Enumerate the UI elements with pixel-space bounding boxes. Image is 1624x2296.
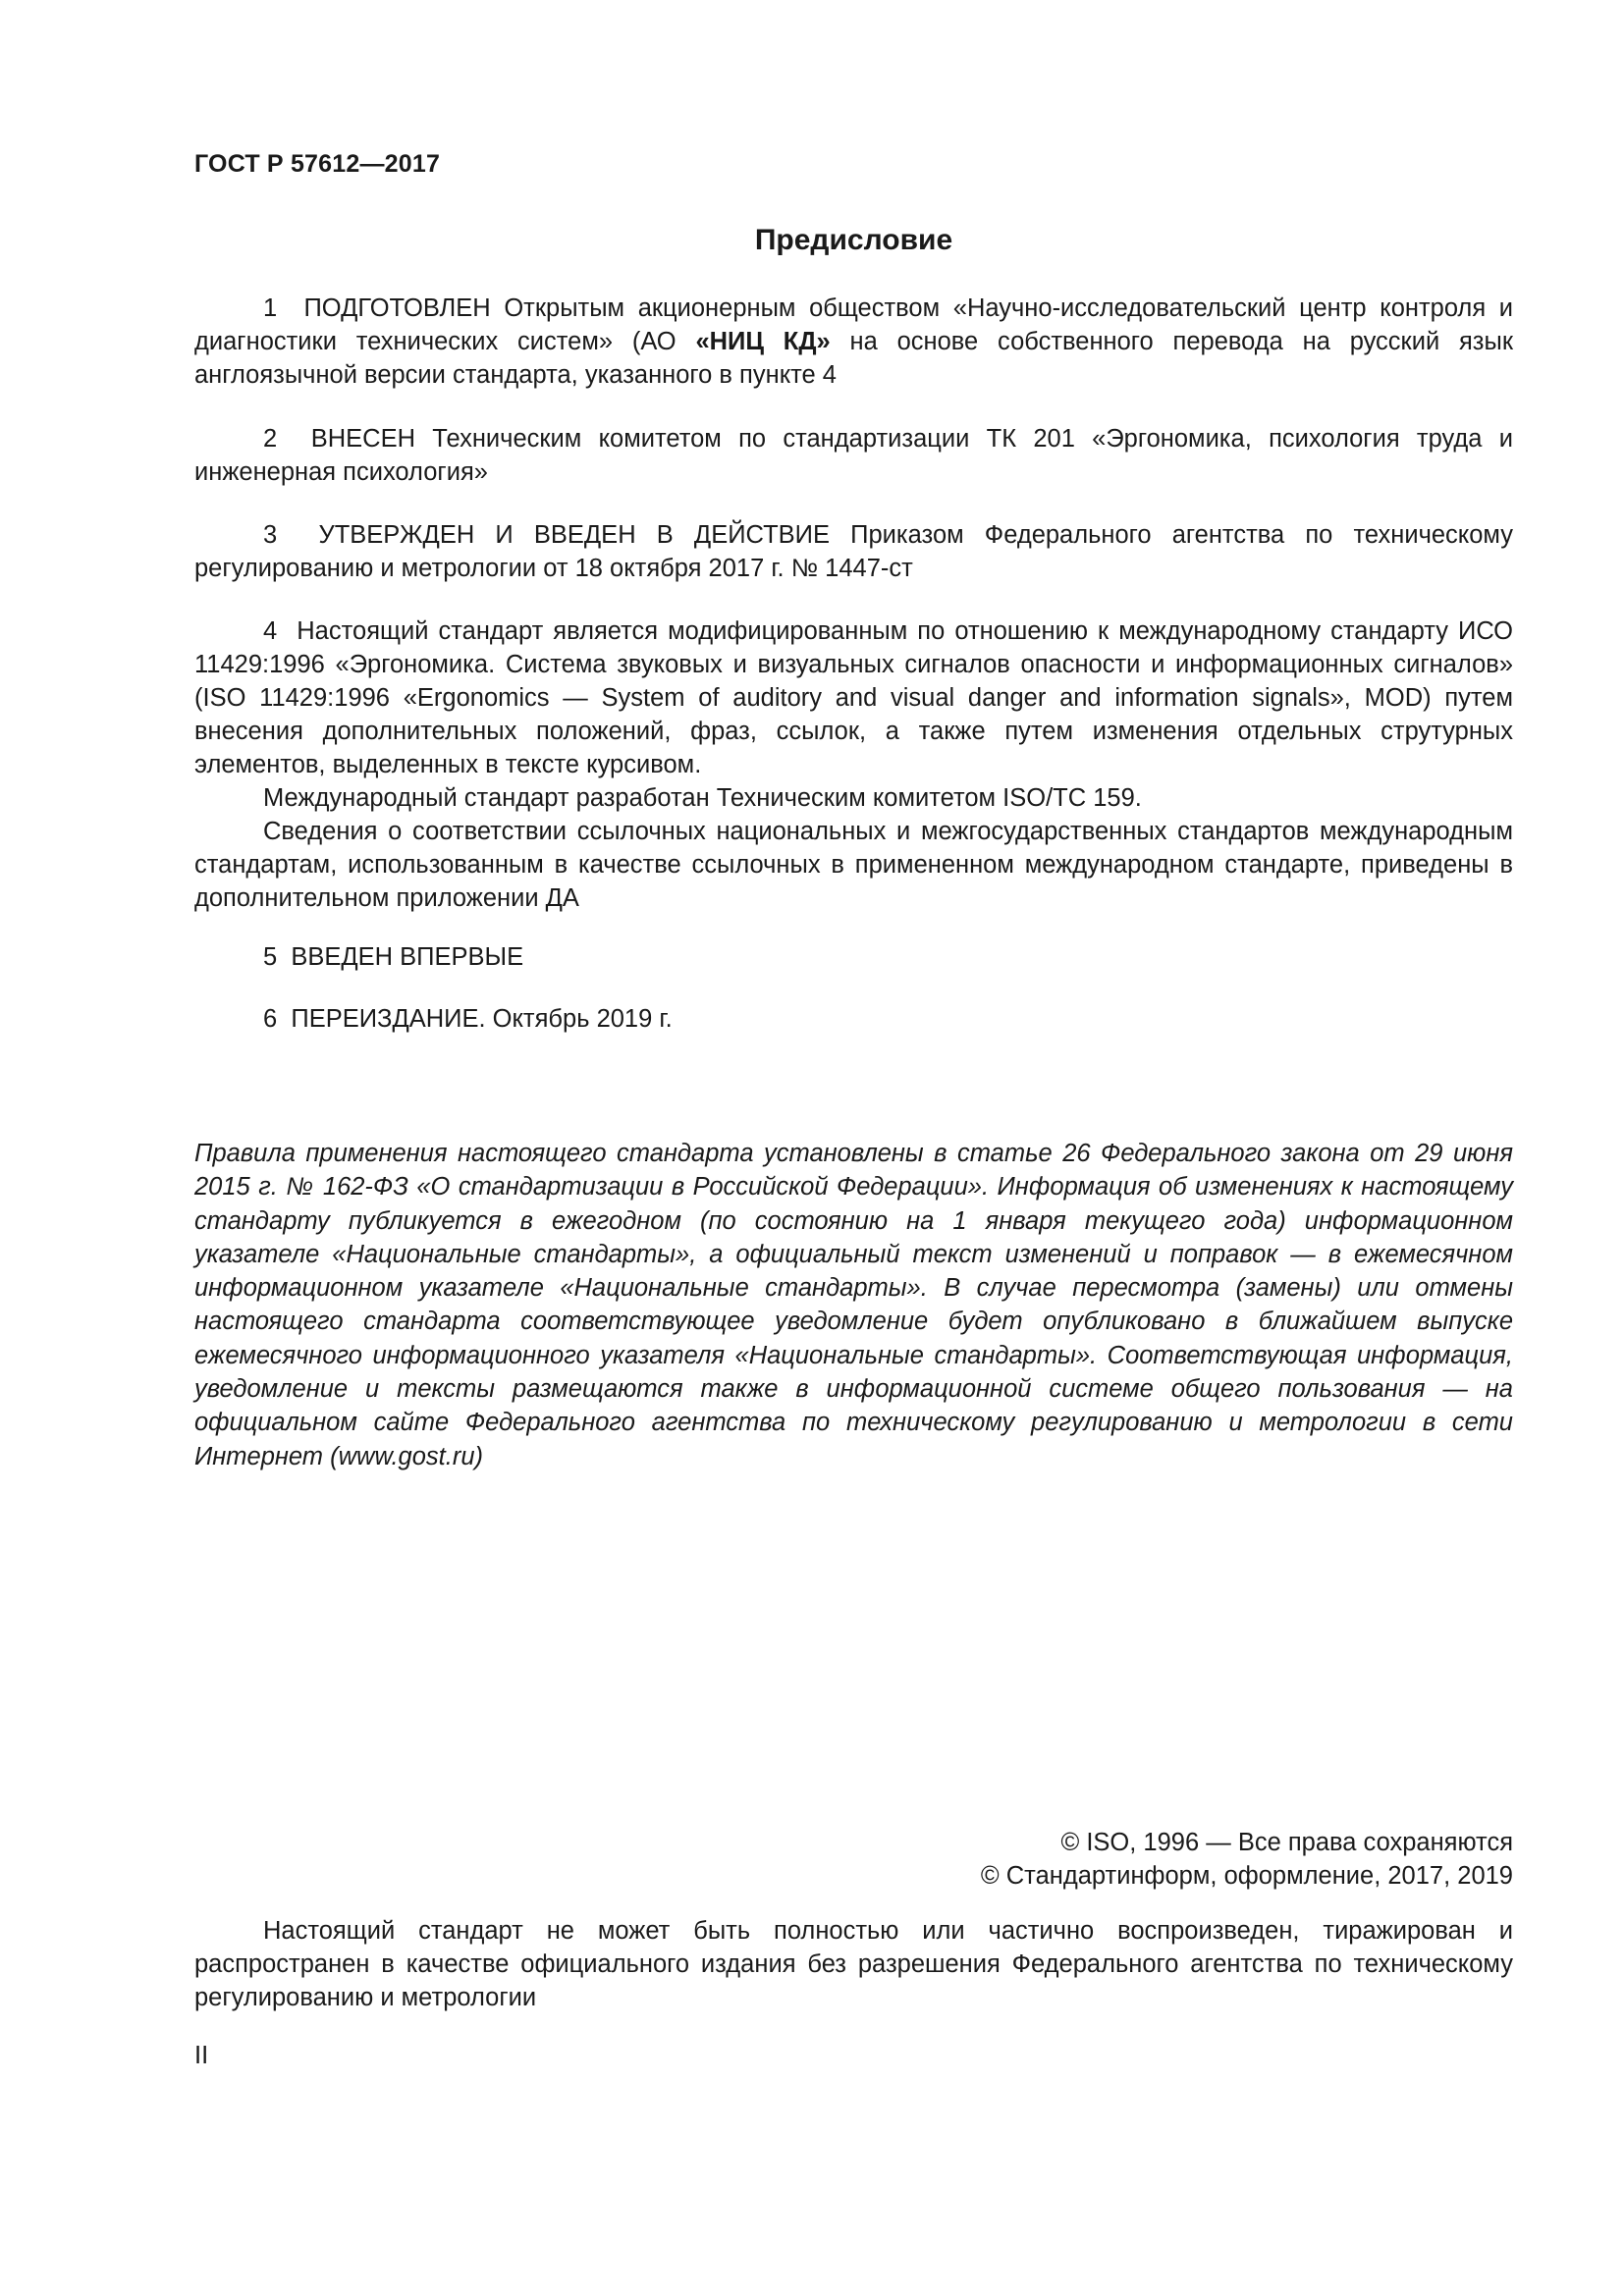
item-text: Приказом Федерального агентства по техническому регулированию и метрологии от 18 октября 2017 г. № 1447-ст bbox=[194, 521, 1513, 582]
item-lead: ВНЕСЕН bbox=[310, 425, 416, 453]
item-number: 2 bbox=[263, 425, 278, 453]
foreword-item-4 bbox=[194, 614, 1513, 915]
item-extra-1: Международный стандарт разработан Техническим комитетом ISO/TC 159. bbox=[263, 784, 1142, 812]
item-lead: ПОДГОТОВЛЕН bbox=[303, 294, 491, 322]
document-code: ГОСТ Р 57612—2017 bbox=[194, 150, 441, 178]
item-text: ВВЕДЕН ВПЕРВЫЕ bbox=[291, 943, 524, 971]
page-number: II bbox=[194, 2042, 209, 2069]
copyright-publisher: © Стандартинформ, оформление, 2017, 2019 bbox=[980, 1862, 1513, 1890]
foreword-item-6 bbox=[194, 1002, 1513, 1036]
foreword-item-2 bbox=[194, 422, 1513, 489]
item-text: Техническим комитетом по стандартизации ТК 201 «Эргономика, психология труда и инженерная психология» bbox=[194, 425, 1513, 486]
item-text-continued: на основе собственного перевода на русский язык англоязычной версии стандарта, указанного в пункте 4 bbox=[194, 328, 1513, 389]
item-text: Открытым акционерным обществом «Научно-исследовательский центр контроля и диагностики технических систем» (АО bbox=[194, 294, 1514, 355]
item-bold-text: «НИЦ КД» bbox=[695, 328, 831, 355]
legal-notice: Правила применения настоящего стандарта установлены в статье 26 Федерального закона от 29 июня 2015 г. № 162-ФЗ «О стандартизации в Российской Федерации». Информация об изменениях к настоящему стандарту публикуется в ежегодном (по состоянию на 1 января текущего года) информационном указателе «Национальные стандарты», а официальный текст изменений и поправок — в ежемесячном информационном указателе «Национальные стандарты». В случае пересмотра (замены) или отмены настоящего стандарта соответствующее уведомление будет опубликовано в ближайшем выпуске ежемесячного информационного указателя «Национальные стандарты». Соответствующая информация, уведомление и тексты размещаются также в информационной системе общего пользования — на официальном сайте Федерального агентства по техническому регулированию и метрологии в сети Интернет (www.gost.ru) bbox=[194, 1140, 1513, 1470]
foreword-item-1 bbox=[194, 292, 1513, 392]
foreword-item-5 bbox=[194, 940, 1513, 974]
item-number: 3 bbox=[263, 521, 278, 549]
copyright-iso: © ISO, 1996 — Все права сохраняются bbox=[1060, 1829, 1513, 1856]
item-text: Настоящий стандарт является модифицированным по отношению к международному стандарту ИСО 11429:1996 «Эргономика. Система звуковых и визуальных сигналов опасности и информационных сигналов» (ISO 11429:1996 «Ergonomics — System of auditory and visual danger and information signals», MOD) путем внесения дополнительных положений, фраз, ссылок, а также путем изменения отдельных струтурных элементов, выделенных в тексте курсивом. bbox=[194, 617, 1514, 778]
foreword-item-3 bbox=[194, 518, 1513, 585]
reproduction-notice: Настоящий стандарт не может быть полностью или частично воспроизведен, тиражирован и распространен в качестве официального издания без разрешения Федерального агентства по техническому регулированию и метрологии bbox=[194, 1917, 1513, 2011]
item-number: 4 bbox=[263, 617, 278, 645]
item-extra-2: Сведения о соответствии ссылочных национальных и межгосударственных стандартов международным стандартам, использованным в качестве ссылочных в примененном международном стандарте, приведены в дополнительном приложении ДА bbox=[194, 818, 1513, 912]
item-number: 5 bbox=[263, 943, 278, 971]
item-lead: УТВЕРЖДЕН И ВВЕДЕН В ДЕЙСТВИЕ bbox=[318, 521, 831, 549]
item-number: 6 bbox=[263, 1005, 278, 1033]
page-title: Предисловие bbox=[754, 224, 953, 256]
item-text: ПЕРЕИЗДАНИЕ. Октябрь 2019 г. bbox=[291, 1005, 673, 1033]
item-number: 1 bbox=[263, 294, 278, 322]
